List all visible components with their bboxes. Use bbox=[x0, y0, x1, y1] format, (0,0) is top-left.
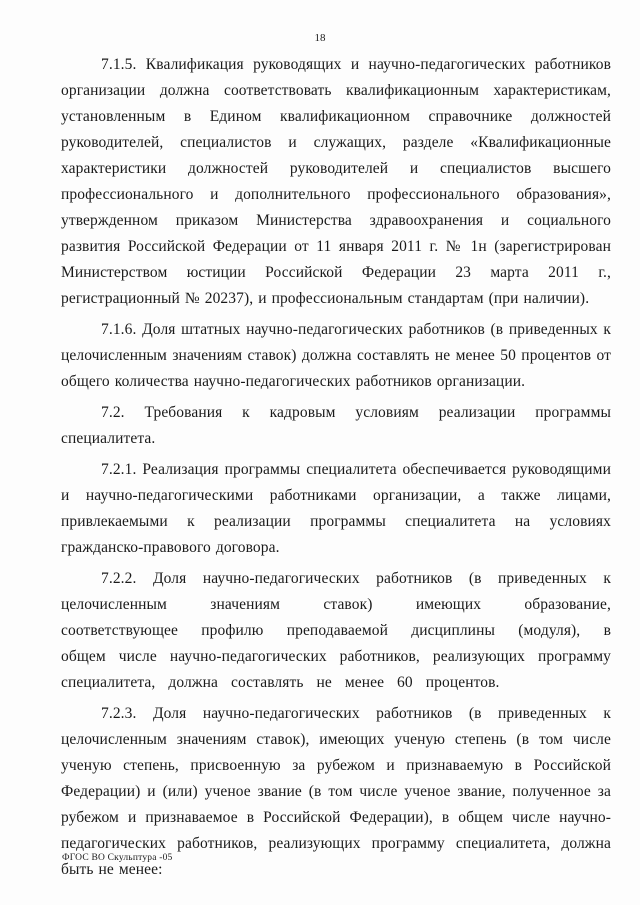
paragraph-7-2: 7.2. Требования к кадровым условиям реализации программы специалитета. bbox=[61, 404, 611, 447]
page-number: 18 bbox=[314, 32, 326, 44]
document-footer: ФГОС ВО Скульптура -05 bbox=[62, 853, 173, 863]
paragraph-7-2-1: 7.2.1. Реализация программы специалитета обеспечивается руководящими и научно-педагогическими работниками организации, а также лицами, привлекаемыми к реализации программы специалитета на условиях гражданско-правового договора. bbox=[61, 461, 611, 556]
paragraph-7-2-3: 7.2.3. Доля научно-педагогических работников (в приведенных к целочисленным значениям ставок), имеющих ученую степень (в том числе ученую степень, присвоенную за рубежом и признаваемую в Российской Федерации) и (или) ученое звание (в том числе ученое звание, полученное за рубежом и признаваемое в Российской Федерации), в общем числе научно-педагогических работников, реализующих программу специалитета, должна быть не менее: bbox=[61, 705, 611, 878]
paragraph-7-1-5: 7.1.5. Квалификация руководящих и научно-педагогических работников организации должна соответствовать квалификационным характеристикам, установленным в Едином квалификационном справочнике должностей руководителей, специалистов и служащих, разделе «Квалификационные характеристики должностей руководителей и специалистов высшего профессионального и дополнительного профессионального образования», утвержденном приказом Министерства здравоохранения и социального развития Российской Федерации от 11 января 2011 г. № 1н (зарегистрирован Министерством юстиции Российской Федерации 23 марта 2011 г., регистрационный № 20237), и профессиональным стандартам (при наличии). bbox=[61, 56, 611, 307]
paragraph-7-1-6: 7.1.6. Доля штатных научно-педагогических работников (в приведенных к целочисленным значениям ставок) должна составлять не менее 50 процентов от общего количества научно-педагогических работников организации. bbox=[61, 321, 611, 390]
document-body bbox=[61, 52, 611, 883]
paragraph-7-2-2: 7.2.2. Доля научно-педагогических работников (в приведенных к целочисленным значениям ставок) имеющих образование, соответствующее профилю преподаваемой дисциплины (модуля), в общем числе научно-педагогических работников, реализующих программу специалитета, должна составлять не менее 60 процентов. bbox=[61, 570, 611, 691]
